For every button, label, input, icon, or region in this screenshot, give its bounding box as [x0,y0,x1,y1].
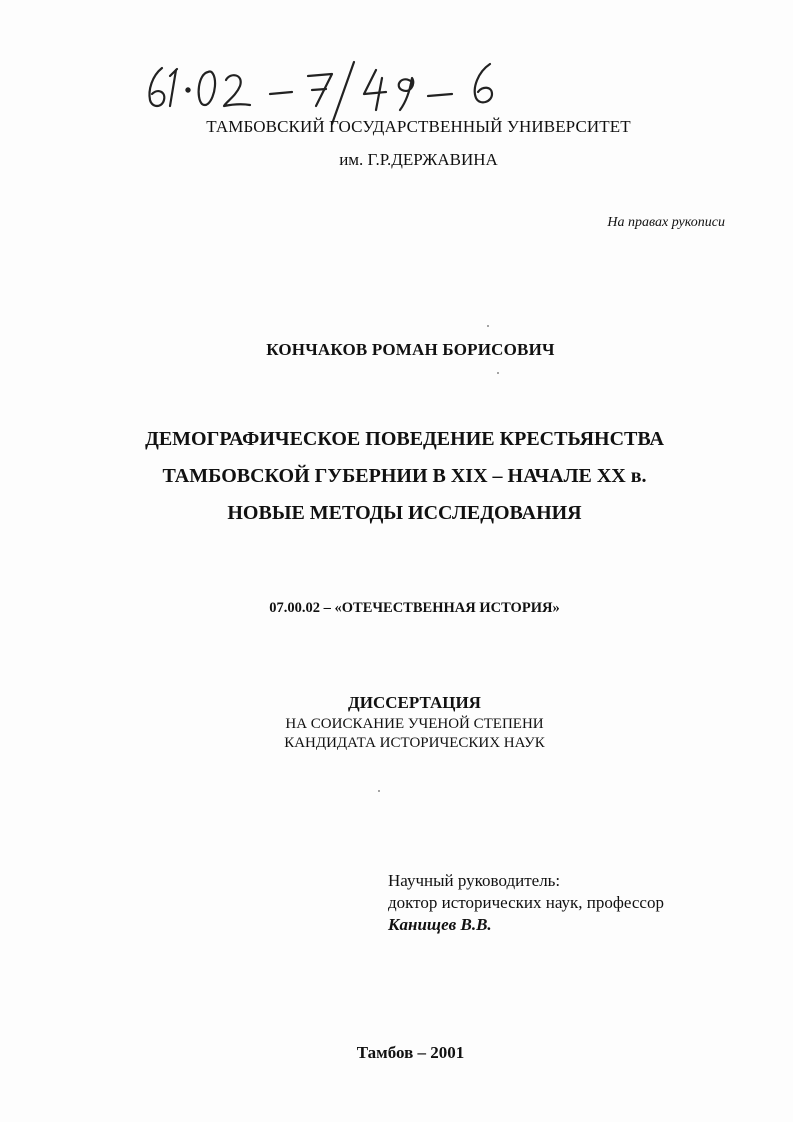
specialty-code: 07.00.02 – «ОТЕЧЕСТВЕННАЯ ИСТОРИЯ» [269,600,560,616]
dissertation-title-line-1: ДЕМОГРАФИЧЕСКОЕ ПОВЕДЕНИЕ КРЕСТЬЯНСТВА [145,428,664,450]
dissertation-degree-line-1: НА СОИСКАНИЕ УЧЕНОЙ СТЕПЕНИ [285,716,544,732]
author-name: КОНЧАКОВ РОМАН БОРИСОВИЧ [266,340,555,359]
scan-speck [497,372,499,374]
university-name: ТАМБОВСКИЙ ГОСУДАРСТВЕННЫЙ УНИВЕРСИТЕТ [206,117,631,136]
scan-speck [378,790,380,792]
dissertation-title-line-2: ТАМБОВСКОЙ ГУБЕРНИИ В XIX – НАЧАЛЕ XX в. [162,465,647,487]
university-subtitle: им. Г.Р.ДЕРЖАВИНА [339,150,498,169]
dissertation-title-line-3: НОВЫЕ МЕТОДЫ ИССЛЕДОВАНИЯ [227,502,582,524]
advisor-label: Научный руководитель: [388,871,561,890]
scan-speck [487,325,489,327]
city-year: Тамбов – 2001 [356,1043,465,1062]
dissertation-heading: ДИССЕРТАЦИЯ [348,693,481,712]
advisor-name: Канищев В.В. [388,915,492,934]
dissertation-degree-line-2: КАНДИДАТА ИСТОРИЧЕСКИХ НАУК [284,735,545,751]
advisor-degree: доктор исторических наук, профессор [388,893,664,912]
rights-note: На правах рукописи [607,215,725,230]
